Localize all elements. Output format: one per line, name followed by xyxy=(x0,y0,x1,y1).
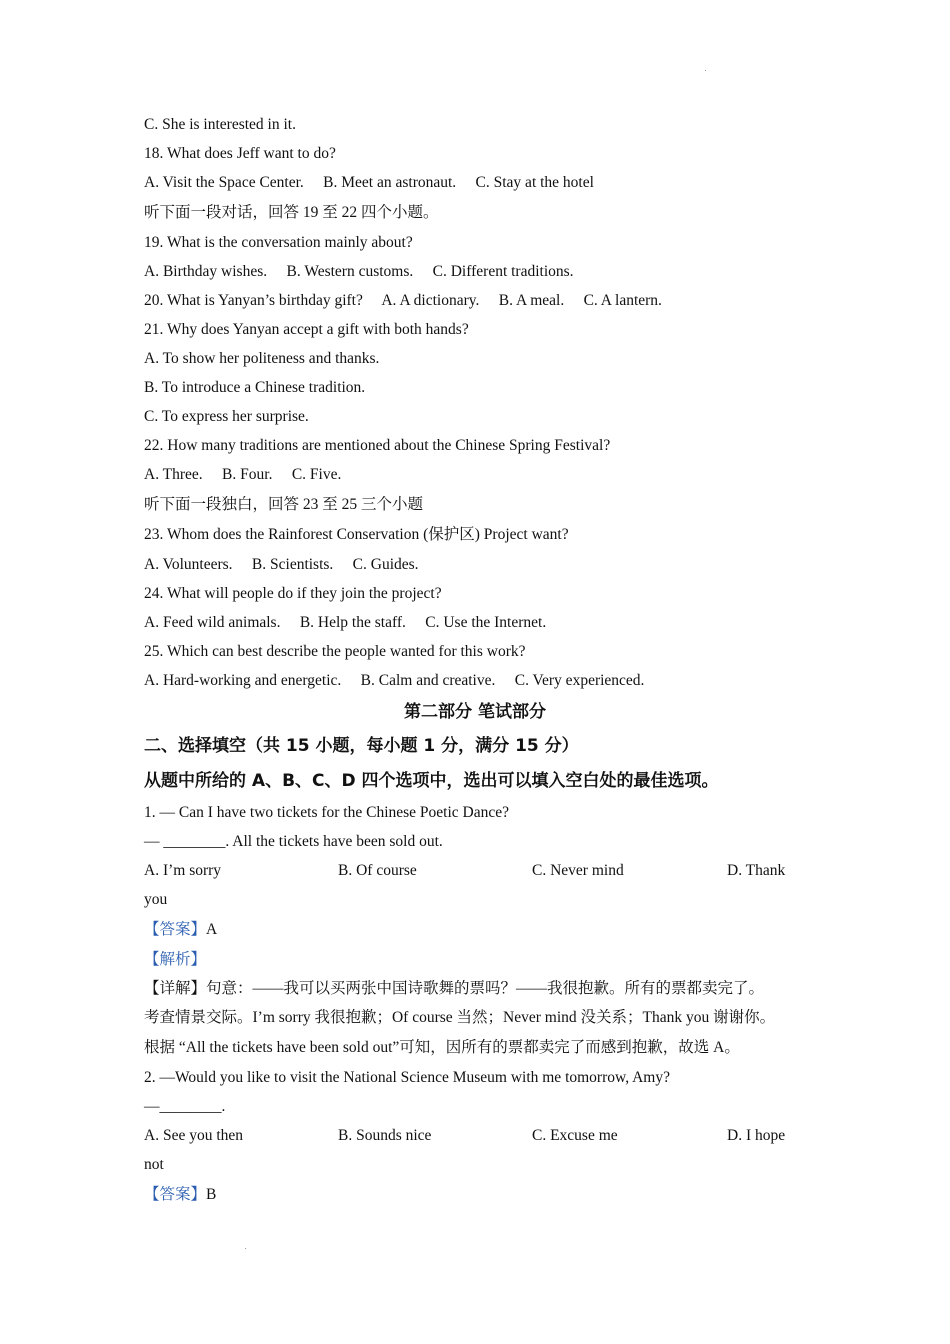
question-22: 22. How many traditions are mentioned about the Chinese Spring Festival? xyxy=(144,437,611,454)
q2-option-d-wrap: not xyxy=(144,1156,164,1173)
options-19: A. Birthday wishes. B. Western customs. C. Different traditions. xyxy=(144,263,574,280)
q2-option-d: D. I hope xyxy=(727,1127,786,1144)
q2-answer xyxy=(144,1185,216,1205)
detail-text-1: 句意：——我可以买两张中国诗歌舞的票吗？——我很抱歉。所有的票都卖完了。 xyxy=(206,980,765,997)
option-21-b: B. To introduce a Chinese tradition. xyxy=(144,379,366,396)
q2-option-a: A. See you then xyxy=(144,1127,244,1144)
q1-detail-2: 考查情景交际。I’m sorry 我很抱歉；Of course 当然；Never mind 没关系；Thank you 谢谢你。 xyxy=(144,1009,776,1026)
detail-tag: 【详解】 xyxy=(144,980,207,997)
q2-prompt: 2. —Would you like to visit the National Science Museum with me tomorrow, Amy? xyxy=(144,1069,670,1086)
q2-option-b: B. Sounds nice xyxy=(338,1127,432,1144)
answer-value: A xyxy=(206,921,218,938)
answer-tag: 【答案】 xyxy=(144,921,207,938)
answer-value: B xyxy=(206,1186,217,1203)
question-20: 20. What is Yanyan’s birthday gift? A. A dictionary. B. A meal. C. A lantern. xyxy=(144,292,662,309)
option-21-c: C. To express her surprise. xyxy=(144,408,309,425)
question-19: 19. What is the conversation mainly about? xyxy=(144,234,413,251)
question-23: 23. Whom does the Rainforest Conservation (保护区) Project want? xyxy=(144,526,569,543)
question-24: 24. What will people do if they join the project? xyxy=(144,585,442,602)
q1-detail-3: 根据 “All the tickets have been sold out”可知，因所有的票都卖完了而感到抱歉，故选 A。 xyxy=(144,1039,740,1056)
listening-instruction-19-22: 听下面一段对话，回答 19 至 22 四个小题。 xyxy=(144,204,439,221)
section-title: 二、选择填空（共 15 小题，每小题 1 分，满分 15 分） xyxy=(144,736,579,756)
q1-option-c: C. Never mind xyxy=(532,862,624,879)
part2-title: 第二部分 笔试部分 xyxy=(404,702,546,722)
q2-option-c: C. Excuse me xyxy=(532,1127,618,1144)
options-23: A. Volunteers. B. Scientists. C. Guides. xyxy=(144,556,419,573)
scan-dot-bottom xyxy=(245,1248,246,1249)
question-18: 18. What does Jeff want to do? xyxy=(144,145,336,162)
q1-option-b: B. Of course xyxy=(338,862,417,879)
section-instruction: 从题中所给的 A、B、C、D 四个选项中，选出可以填入空白处的最佳选项。 xyxy=(144,771,719,791)
question-21: 21. Why does Yanyan accept a gift with both hands? xyxy=(144,321,469,338)
q1-answer xyxy=(144,920,217,940)
q1-response: — ________. All the tickets have been sold out. xyxy=(144,833,443,850)
question-25: 25. Which can best describe the people wanted for this work? xyxy=(144,643,526,660)
q1-option-d: D. Thank xyxy=(727,862,786,879)
options-18: A. Visit the Space Center. B. Meet an astronaut. C. Stay at the hotel xyxy=(144,174,594,191)
options-25: A. Hard-working and energetic. B. Calm and creative. C. Very experienced. xyxy=(144,672,645,689)
scan-dot-top xyxy=(705,70,706,71)
listening-instruction-23-25: 听下面一段独白，回答 23 至 25 三个小题 xyxy=(144,496,424,513)
option-21-a: A. To show her politeness and thanks. xyxy=(144,350,380,367)
q2-response: —________. xyxy=(144,1098,226,1115)
q1-detail-1 xyxy=(144,979,764,999)
option-line: C. She is interested in it. xyxy=(144,116,296,133)
answer-tag: 【答案】 xyxy=(144,1186,207,1203)
q1-prompt: 1. — Can I have two tickets for the Chinese Poetic Dance? xyxy=(144,804,509,821)
analysis-tag: 【解析】 xyxy=(144,951,207,968)
options-22: A. Three. B. Four. C. Five. xyxy=(144,466,342,483)
options-24: A. Feed wild animals. B. Help the staff. C. Use the Internet. xyxy=(144,614,547,631)
q1-option-a: A. I’m sorry xyxy=(144,862,222,879)
q1-option-d-wrap: you xyxy=(144,891,168,908)
